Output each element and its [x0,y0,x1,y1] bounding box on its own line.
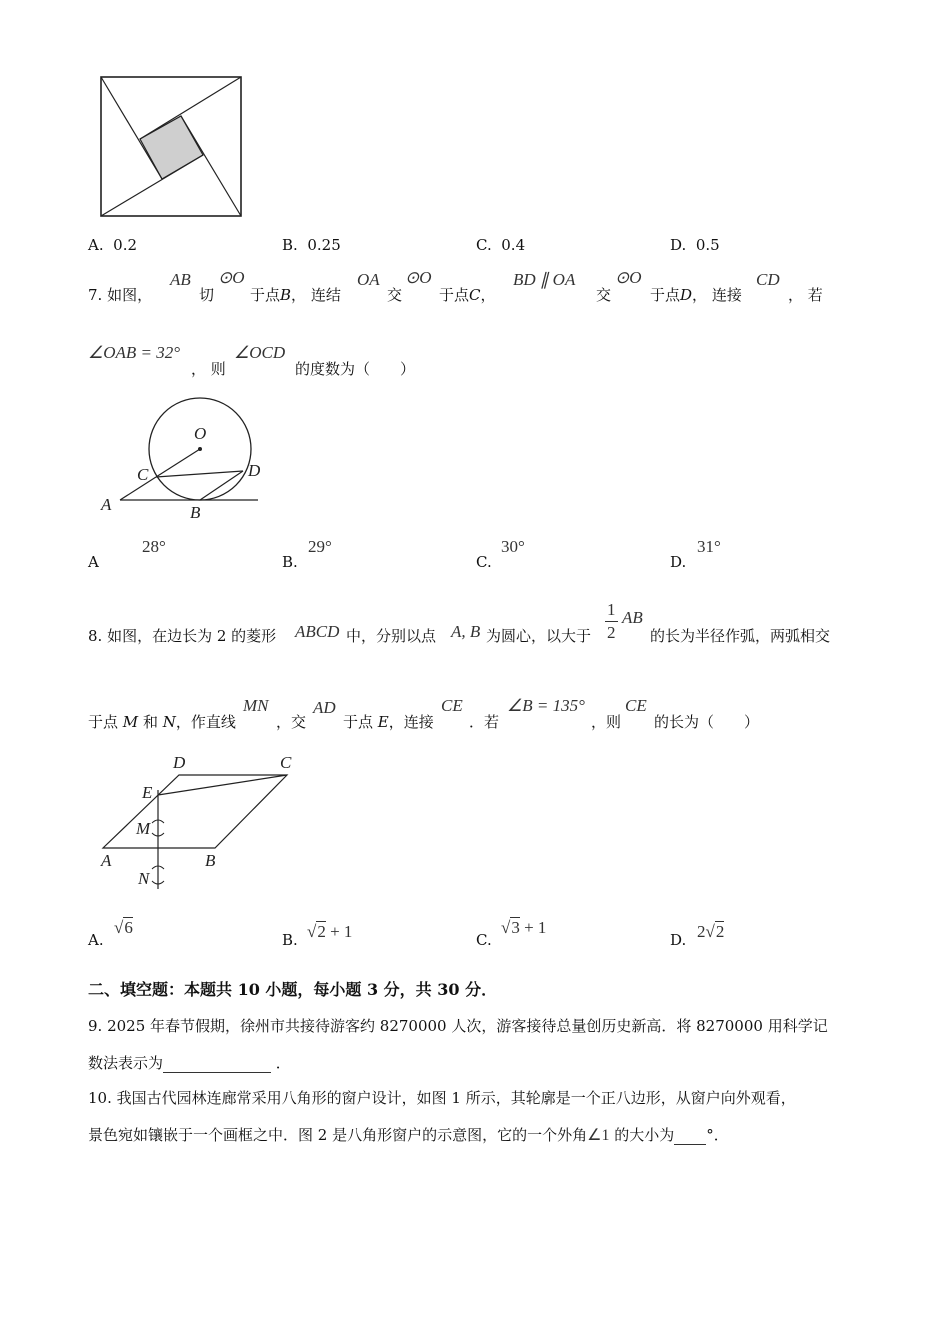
fraction-denominator: 2 [607,622,616,642]
q9-line1: 9. 2025 年春节假期，徐州市共接待游客约 8270000 人次，游客接待总量创历史新高．将 8270000 用科学记 [88,1017,828,1035]
option-letter: D. [670,236,687,254]
q8-line2-c: ，交 [276,713,307,731]
q8-ab-pts: A, B [451,622,481,641]
point-e: E [377,713,389,731]
q7-qie: 切 [199,286,215,304]
q7-circle-o2: ⊙O [405,268,432,287]
q8-ad: AD [313,698,336,717]
text: ， 连接 [692,286,742,304]
q7-option-b-letter: B. [282,553,298,571]
answer-blank[interactable] [163,1054,271,1073]
label-m: M [136,819,151,838]
q7-bd-parallel-oa: BD ∥ OA [513,270,576,289]
q8-option-a-letter: A. [88,931,104,949]
q7-ruo: ， 若 [788,286,823,304]
radicand: 3 [511,918,520,937]
q10-line1: 10. 我国古代园林连廊常采用八角形的窗户设计，如图 1 所示，其轮廓是一个正八边形，从窗户向外观看， [88,1089,796,1107]
text: 数法表示为 [88,1054,164,1072]
q8-option-c-letter: C. [476,931,492,949]
q7-dushu: 的度数为（ ） [295,360,416,378]
label-c: C [137,465,149,484]
label-d: D [173,753,186,772]
q7-ab: AB [170,270,191,289]
text: ，连接 [388,713,434,731]
q8-line1-d: 的长为半径作弧，两弧相交 [650,627,831,645]
q8-abcd: ABCD [295,622,340,641]
option-text: 0.2 [113,236,138,254]
label-o: O [194,424,207,443]
label-a: A [101,851,112,870]
q7-option-d-text: 31° [697,537,721,556]
q7-option-b-text: 29° [308,537,332,556]
suffix: + 1 [325,922,353,941]
text: 于点 [250,286,281,304]
q8-ce2: CE [625,696,647,715]
text: 景色宛如镶嵌于一个画框之中．图 2 是八角形窗户的示意图，它的一个外角 [88,1126,588,1144]
q8-option-c-value: √3 + 1 [501,918,547,937]
section-2-title: 二、填空题：本题共 10 小题，每小题 3 分，共 30 分． [88,980,498,999]
q7-angle-oab: ∠OAB = 32° [88,343,181,362]
label-b: B [205,851,216,870]
rhombus-abcd [103,775,287,848]
point-m: M [122,713,139,731]
option-letter: C. [476,236,492,254]
q8-line1-c: 为圆心，以大于 [486,627,592,645]
q8-option-b-value: √2 + 1 [307,922,353,941]
q9-line2 [88,1052,291,1073]
option-text: 0.4 [501,236,526,254]
q7-option-d-letter: D. [670,553,687,571]
q10-line2 [88,1124,729,1145]
point-n: N [162,713,176,731]
segment-ec [158,775,287,795]
text: ． [275,1054,291,1072]
label-n: N [138,869,150,888]
point-c: C [469,286,481,304]
q8-line2-f: ．若 [469,713,500,731]
option-letter: A. [88,236,104,254]
fraction-numerator: 1 [605,599,618,622]
q7-number: 7. 如图， [88,286,153,304]
q8-line2-h: 的长为（ ） [654,713,760,731]
point-b: B [280,286,292,304]
q7-circle-o: ⊙O [218,268,245,287]
radicand: 2 [317,922,326,941]
text: 于点 [439,286,470,304]
prefix: 2 [697,922,706,941]
q7-cd: CD [756,270,780,289]
suffix: + 1 [519,918,547,937]
text: 的大小为 [614,1126,675,1144]
q8-option-d-letter: D. [670,931,687,949]
q8-option-a-value: √6 [114,918,133,937]
q7-circle-o3: ⊙O [615,268,642,287]
angle-1: ∠1 [587,1127,610,1144]
q7-jiao2: 交 [596,286,612,304]
q8-ab: AB [622,608,643,627]
q8-option-d-value: 2√2 [697,922,725,941]
q7-option-a-text: 28° [142,537,166,556]
q8-line1-a: 8. 如图，在边长为 2 的菱形 [88,627,277,645]
q8-option-b-letter: B. [282,931,298,949]
q7-jiao: 交 [387,286,403,304]
q8-angle-b: ∠B = 135° [507,696,585,715]
q8-line2-g: ，则 [591,713,622,731]
q7-angle-ocd: ∠OCD [234,343,286,362]
option-letter: B. [282,236,298,254]
q7-ze: ， 则 [191,360,226,378]
text: 于点 [88,713,119,731]
text: 和 [142,713,158,731]
text: ， 连结 [291,286,341,304]
q8-mn: MN [243,696,269,715]
text: ， [480,286,496,304]
radicand: 2 [715,922,725,941]
label-b: B [190,503,201,522]
q7-option-c-letter: C. [476,553,492,571]
text: ，作直线 [175,713,236,731]
radicand: 6 [124,918,133,937]
label-a: A [101,495,112,514]
text: °． [706,1126,729,1144]
q7-option-a-letter: A [88,553,99,571]
option-text: 0.25 [307,236,341,254]
text: 于点 [343,713,374,731]
label-c: C [280,753,292,772]
point-d: D [680,286,693,304]
q7-oa: OA [357,270,380,289]
label-e: E [142,783,153,802]
text: 于点 [650,286,681,304]
option-text: 0.5 [695,236,720,254]
q8-ce: CE [441,696,463,715]
answer-blank[interactable] [674,1126,706,1145]
q7-option-c-text: 30° [501,537,525,556]
q8-line1-b: 中，分别以点 [346,627,437,645]
label-d: D [248,461,261,480]
